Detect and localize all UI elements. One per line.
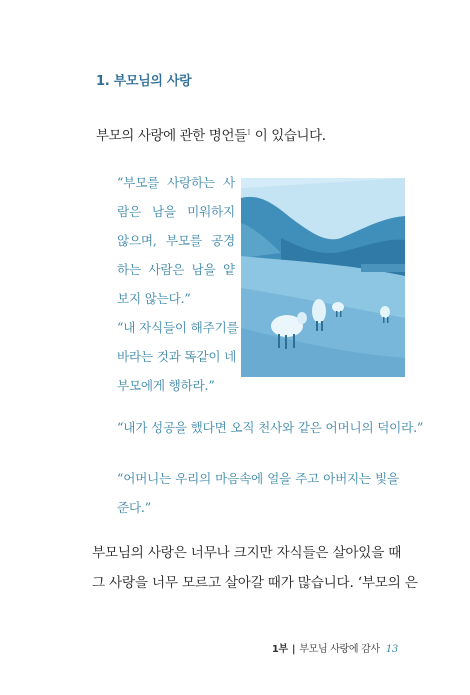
intro-paragraph	[96, 124, 326, 144]
quote-line: “부모를 사랑하는 사	[117, 175, 235, 190]
quote-respect-parents	[117, 168, 235, 313]
page-number: 13	[385, 644, 398, 655]
quote-line: 람은 남을 미워하지	[117, 204, 235, 219]
quote-line: “내 자식들이 해주기를	[117, 320, 239, 335]
body-line: 부모님의 사랑은 너무나 크지만 자식들은 살아있을 때	[92, 545, 402, 561]
body-paragraph	[92, 538, 418, 598]
quote-mother-angel	[117, 413, 424, 442]
quote-line: 준다.”	[117, 500, 151, 515]
quote-line: 하는 사람은 남을 얕	[117, 262, 235, 277]
footer-separator: |	[291, 644, 296, 655]
intro-text: 부모의 사랑에 관한 명언들	[96, 128, 247, 144]
quote-line: 부모에게 행하라.”	[117, 378, 215, 393]
footnote-mark: 1	[246, 128, 251, 137]
section-title: 1. 부모님의 사랑	[96, 74, 192, 89]
sheep-pasture-image	[241, 178, 405, 377]
body-line: 그 사랑을 너무 모르고 살아갈 때가 많습니다. ‘부모의 은	[92, 575, 418, 591]
quote-line: “내가 성공을 했다면 오직 천사와 같은 어머니의 덕이라.”	[117, 420, 424, 435]
sheep-pasture-photo	[241, 178, 405, 377]
footer-part: 1부	[271, 644, 288, 655]
quote-mother-father	[117, 464, 399, 522]
quote-line: 않으며, 부모를 공경	[117, 233, 235, 248]
intro-text-after: 이 있습니다.	[254, 128, 326, 144]
page-footer	[272, 640, 398, 655]
quote-line: 보지 않는다.”	[117, 291, 191, 306]
quote-treat-parents	[117, 313, 239, 400]
footer-chapter: 부모님 사랑에 감사	[299, 644, 380, 655]
quote-line: “어머니는 우리의 마음속에 얼을 주고 아버지는 빛을	[117, 471, 399, 486]
quote-line: 바라는 것과 똑같이 네	[117, 349, 237, 364]
